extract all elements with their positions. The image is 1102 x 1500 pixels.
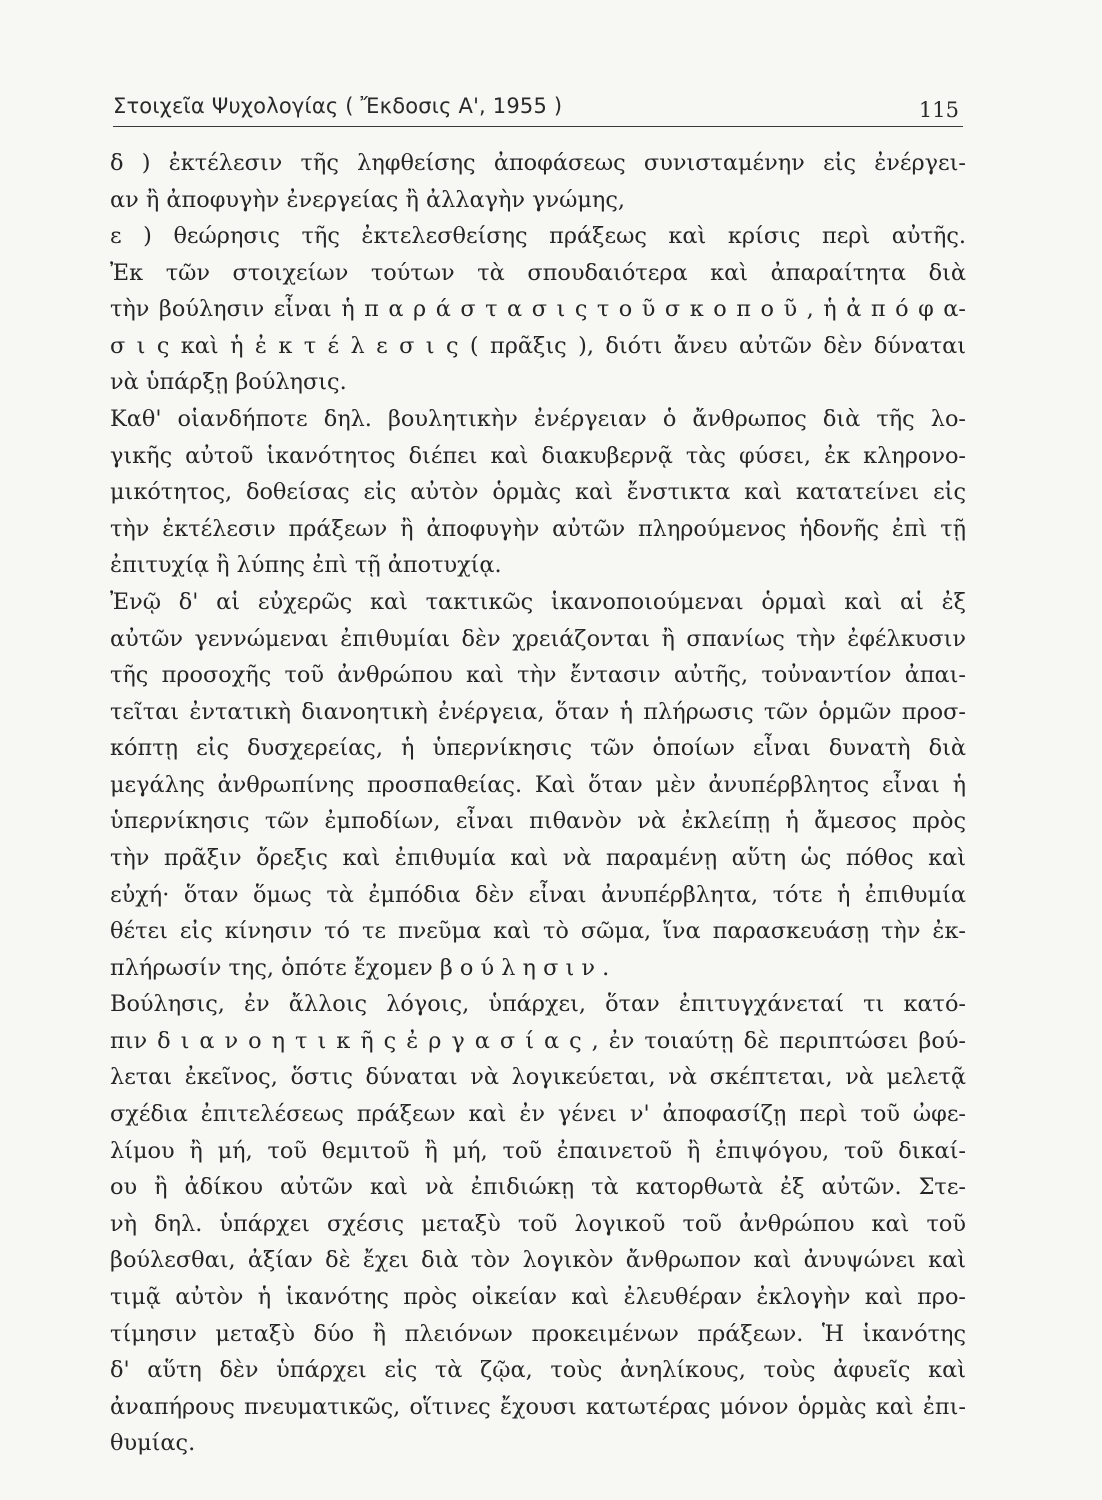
text-line: βούλεσθαι, ἀξίαν δὲ ἔχει διὰ τὸν λογικὸν ἄνθρωπον καὶ ἀνυψώνει καὶ: [110, 1247, 966, 1274]
text-line: τῆς προσοχῆς τοῦ ἀνθρώπου καὶ τὴν ἔντασιν αὐτῆς, τοὐναντίον ἀπαι-: [110, 662, 966, 689]
text-line: ου ἢ ἀδίκου αὐτῶν καὶ νὰ ἐπιδιώκῃ τὰ κατορθωτὰ ἐξ αὐτῶν. Στε-: [110, 1174, 966, 1201]
text-line: θυμίας.: [110, 1430, 196, 1457]
text-line: Καθ' οἱανδήποτε δηλ. βουλητικὴν ἐνέργειαν ὁ ἄνθρωπος διὰ τῆς λο-: [110, 406, 966, 433]
text-line: τὴν ἐκτέλεσιν πράξεων ἢ ἀποφυγὴν αὐτῶν πληρούμενος ἡδονῆς ἐπὶ τῇ: [110, 515, 966, 542]
body-text: [110, 145, 966, 1462]
text-line: μικότητος, δοθείσας εἰς αὐτὸν ὁρμὰς καὶ ἔνστικτα καὶ κατατείνει εἰς: [110, 479, 966, 506]
text-line: τίμησιν μεταξὺ δύο ἢ πλειόνων προκειμένων πράξεων. Ἡ ἱκανότης: [110, 1320, 966, 1347]
page-number: 115: [918, 98, 959, 122]
text-line: λεται ἐκεῖνος, ὅστις δύναται νὰ λογικεύεται, νὰ σκέπτεται, νὰ μελετᾷ: [110, 1064, 966, 1091]
text-line: δ' αὕτη δὲν ὑπάρχει εἰς τὰ ζῷα, τοὺς ἀνηλίκους, τοὺς ἀφυεῖς καὶ: [110, 1357, 966, 1384]
text-line: τὴν βούλησιν εἶναι ἡ π α ρ ά σ τ α σ ι ς τ ο ῦ σ κ ο π ο ῦ , ἡ ἀ π ό φ α-: [110, 296, 966, 323]
text-line: λίμου ἢ μή, τοῦ θεμιτοῦ ἢ μή, τοῦ ἐπαινετοῦ ἢ ἐπιψόγου, τοῦ δικαί-: [110, 1137, 966, 1164]
text-line: πλήρωσίν της, ὁπότε ἔχομεν β ο ύ λ η σ ι ν .: [110, 954, 610, 981]
text-line: ε ) θεώρησις τῆς ἐκτελεσθείσης πράξεως καὶ κρίσις περὶ αὐτῆς.: [110, 223, 966, 250]
text-line: εὐχή· ὅταν ὅμως τὰ ἐμπόδια δὲν εἶναι ἀνυπέρβλητα, τότε ἡ ἐπιθυμία: [110, 881, 966, 908]
text-line: τὴν πρᾶξιν ὄρεξις καὶ ἐπιθυμία καὶ νὰ παραμένῃ αὕτη ὡς πόθος καὶ: [110, 844, 966, 871]
text-line: Ἐνῷ δ' αἱ εὐχερῶς καὶ τακτικῶς ἱκανοποιούμεναι ὁρμαὶ καὶ αἱ ἐξ: [110, 588, 966, 615]
running-head: [113, 92, 963, 127]
text-line: σχέδια ἐπιτελέσεως πράξεων καὶ ἐν γένει ν' ἀποφασίζῃ περὶ τοῦ ὠφε-: [110, 1101, 966, 1128]
text-line: δ ) ἐκτέλεσιν τῆς ληφθείσης ἀποφάσεως συνισταμένην εἰς ἐνέργει-: [110, 150, 966, 176]
text-line: θέτει εἰς κίνησιν τό τε πνεῦμα καὶ τὸ σῶμα, ἵνα παρασκευάσῃ τὴν ἐκ-: [110, 918, 966, 945]
text-line: μεγάλης ἀνθρωπίνης προσπαθείας. Καὶ ὅταν μὲν ἀνυπέρβλητος εἶναι ἡ: [110, 771, 966, 798]
text-line: αν ἢ ἀποφυγὴν ἐνεργείας ἢ ἀλλαγὴν γνώμης,: [110, 186, 625, 213]
text-line: σ ι ς καὶ ἡ ἐ κ τ έ λ ε σ ι ς ( πρᾶξις ), διότι ἄνευ αὐτῶν δὲν δύναται: [110, 332, 966, 359]
text-line: Ἐκ τῶν στοιχείων τούτων τὰ σπουδαιότερα καὶ ἀπαραίτητα διὰ: [110, 259, 966, 286]
text-line: νὴ δηλ. ὑπάρχει σχέσις μεταξὺ τοῦ λογικοῦ τοῦ ἀνθρώπου καὶ τοῦ: [110, 1210, 966, 1237]
running-title: Στοιχεῖα Ψυχολογίας ( Ἔκδοσις Α', 1955 ): [113, 94, 563, 118]
text-line: νὰ ὑπάρξῃ βούλησις.: [110, 369, 347, 396]
text-line: κόπτῃ εἰς δυσχερείας, ἡ ὑπερνίκησις τῶν ὁποίων εἶναι δυνατὴ διὰ: [110, 735, 966, 762]
text-line: Βούλησις, ἐν ἄλλοις λόγοις, ὑπάρχει, ὅταν ἐπιτυγχάνεταί τι κατό-: [110, 991, 966, 1018]
text-line: τεῖται ἐντατικὴ διανοητικὴ ἐνέργεια, ὅταν ἡ πλήρωσις τῶν ὁρμῶν προσ-: [110, 698, 966, 725]
text-line: πιν δ ι α ν ο η τ ι κ ῆ ς ἐ ρ γ α σ ί α ς , ἐν τοιαύτῃ δὲ περιπτώσει βού-: [110, 1027, 966, 1054]
text-line: ἀναπήρους πνευματικῶς, οἵτινες ἔχουσι κατωτέρας μόνον ὁρμὰς καὶ ἐπι-: [110, 1393, 966, 1420]
text-line: ὑπερνίκησις τῶν ἐμποδίων, εἶναι πιθανὸν νὰ ἐκλείπῃ ἡ ἄμεσος πρὸς: [110, 808, 966, 835]
text-line: αὐτῶν γεννώμεναι ἐπιθυμίαι δὲν χρειάζονται ἢ σπανίως τὴν ἐφέλκυσιν: [110, 625, 966, 652]
text-line: ἐπιτυχίᾳ ἢ λύπης ἐπὶ τῇ ἀποτυχίᾳ.: [110, 552, 502, 579]
text-line: τιμᾷ αὐτὸν ἡ ἱκανότης πρὸς οἰκείαν καὶ ἐλευθέραν ἐκλογὴν καὶ προ-: [110, 1283, 966, 1310]
text-line: γικῆς αὐτοῦ ἱκανότητος διέπει καὶ διακυβερνᾷ τὰς φύσει, ἐκ κληρονο-: [110, 442, 966, 469]
